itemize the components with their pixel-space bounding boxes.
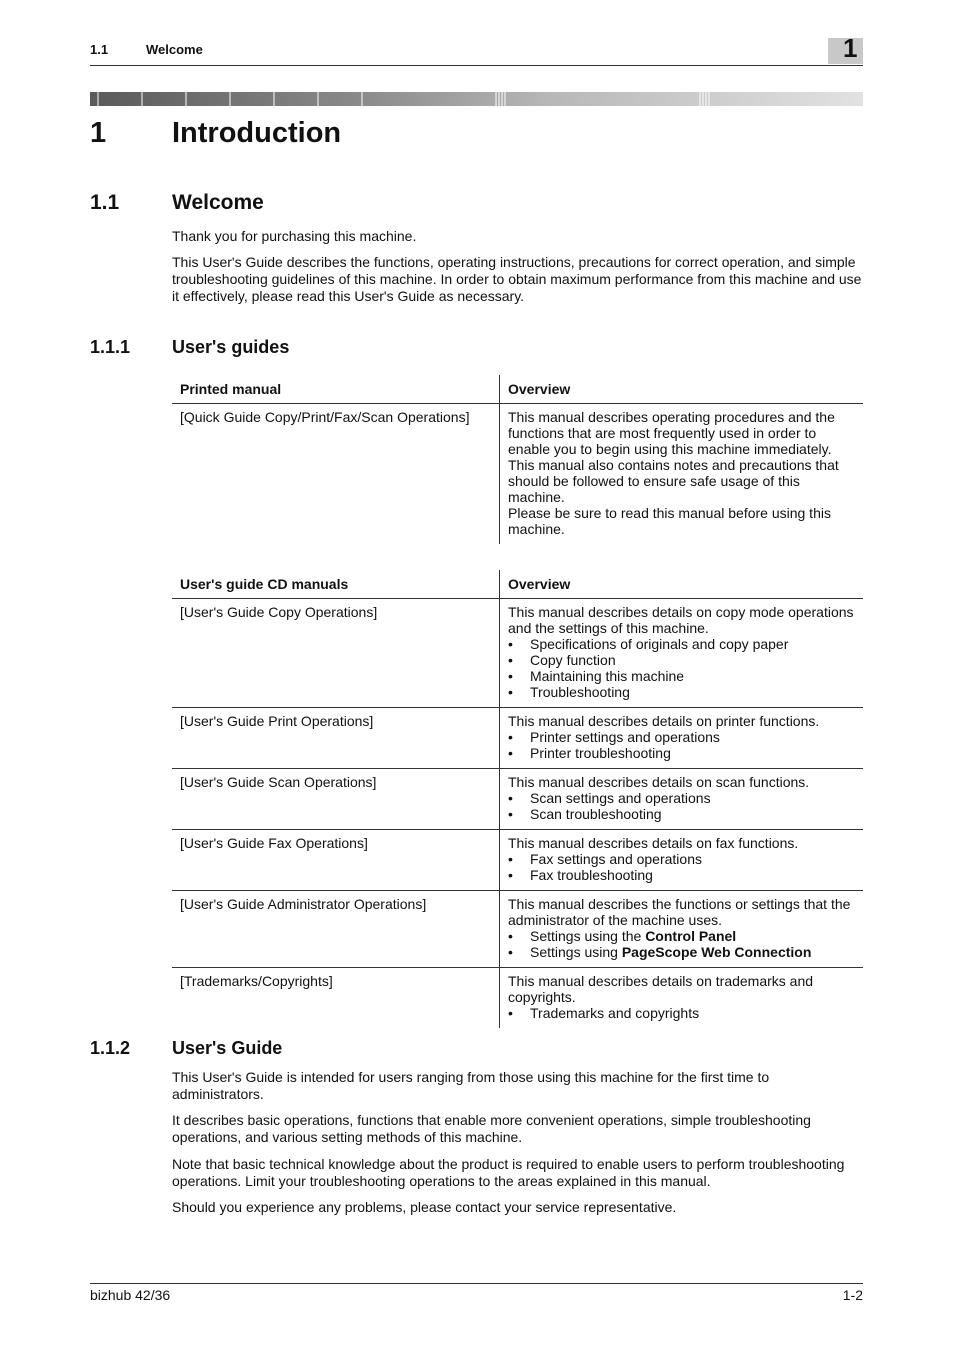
guide-paragraph: This User's Guide is intended for users ranging from those using this machine for the first time to administrators. (172, 1069, 770, 1102)
section-title: Welcome (172, 191, 264, 214)
table-row (172, 769, 863, 830)
printed-manual-table (172, 375, 863, 544)
manual-overview (500, 830, 864, 891)
bullet-list (508, 790, 855, 822)
welcome-paragraph: This User's Guide describes the functions, operating instructions, precautions for correct operation, and simple troubleshooting guidelines of this machine. In order to obtain maximum performance from this machine and use it effectively, please read this User's Guide as necessary. (172, 254, 862, 304)
manual-overview (500, 891, 864, 968)
subsection-number: 1.1.2 (90, 1038, 131, 1058)
section-number: 1.1 (90, 191, 120, 214)
bullet-item: • Trademarks and copyrights (508, 1005, 855, 1021)
bullet-item: • Fax troubleshooting (508, 867, 855, 883)
ui-term: PageScope Web Connection (621, 944, 812, 960)
bullet-list (508, 928, 855, 960)
table-row (172, 891, 863, 968)
manual-name: [Quick Guide Copy/Print/Fax/Scan Operations] (180, 409, 470, 425)
bullet-item: • Maintaining this machine (508, 668, 855, 684)
header-rule (90, 65, 863, 66)
overview-description: This manual describes details on printer functions. (508, 713, 820, 729)
bullet-list (508, 636, 855, 700)
table-row (172, 708, 863, 769)
manual-name: [Trademarks/Copyrights] (180, 973, 333, 989)
overview-description: This manual describes details on trademarks and copyrights. (508, 973, 814, 1005)
manual-overview (500, 708, 864, 769)
manual-name: [User's Guide Print Operations] (172, 708, 500, 769)
bullet-text: Settings using the (530, 928, 646, 944)
overview-line: This manual describes operating procedures and the functions that are most frequently used in order to enable you to begin using this machine immediately. (508, 409, 835, 457)
overview-description: This manual describes details on fax functions. (508, 835, 799, 851)
guide-paragraph: Should you experience any problems, please contact your service representative. (172, 1199, 677, 1215)
table-row (172, 599, 863, 708)
decorative-band (90, 92, 863, 106)
cd-manuals-table (172, 570, 863, 1028)
subsection-number: 1.1.1 (90, 337, 131, 357)
column-header: Overview (500, 570, 864, 599)
bullet-item (508, 944, 855, 960)
manual-overview (500, 404, 864, 545)
bullet-item: • Printer troubleshooting (508, 745, 855, 761)
column-header: Printed manual (172, 375, 500, 404)
chapter-number: 1 (90, 117, 107, 149)
subsection-title: User's guides (172, 337, 290, 357)
table-header-row (172, 570, 863, 599)
bullet-text: Settings using (530, 944, 622, 960)
bullet-item: • Printer settings and operations (508, 729, 855, 745)
welcome-paragraph: Thank you for purchasing this machine. (172, 228, 417, 244)
running-header-section-title: Welcome (146, 42, 203, 57)
manual-overview (500, 599, 864, 708)
column-header: Overview (500, 375, 864, 404)
footer-model: bizhub 42/36 (90, 1287, 171, 1303)
subsection-title: User's Guide (172, 1038, 283, 1058)
ui-term: Control Panel (645, 928, 737, 944)
table-row (172, 968, 863, 1029)
table-row (172, 404, 863, 545)
footer-page-number: 1-2 (842, 1287, 863, 1303)
manual-overview (500, 968, 864, 1029)
overview-line: This manual also contains notes and precautions that should be followed to ensure safe usage of this machine. (508, 457, 839, 505)
bullet-item: • Troubleshooting (508, 684, 855, 700)
manual-name: [User's Guide Scan Operations] (172, 769, 500, 830)
manual-name: [User's Guide Fax Operations] (172, 830, 500, 891)
chapter-tab-number: 1 (843, 33, 858, 63)
table-header-row (172, 375, 863, 404)
guide-paragraph: It describes basic operations, functions that enable more convenient operations, simple troubleshooting operations, and various setting methods of this machine. (172, 1112, 811, 1145)
table-row (172, 830, 863, 891)
running-header-section-number: 1.1 (90, 42, 109, 57)
manual-name: [User's Guide Administrator Operations] (172, 891, 500, 968)
bullet-list (508, 1005, 855, 1021)
overview-description: This manual describes details on copy mode operations and the settings of this machine. (508, 604, 854, 636)
manual-name: [User's Guide Copy Operations] (172, 599, 500, 708)
bullet-item: • Specifications of originals and copy paper (508, 636, 855, 652)
bullet-list (508, 851, 855, 883)
overview-line: Please be sure to read this manual before using this machine. (508, 505, 831, 537)
bullet-item: • Scan troubleshooting (508, 806, 855, 822)
bullet-item: • Copy function (508, 652, 855, 668)
overview-description: This manual describes details on scan functions. (508, 774, 810, 790)
bullet-list (508, 729, 855, 761)
bullet-item: • Scan settings and operations (508, 790, 855, 806)
overview-description: This manual describes the functions or settings that the administrator of the machine uses. (508, 896, 851, 928)
guide-paragraph: Note that basic technical knowledge about the product is required to enable users to perform troubleshooting operations. Limit your troubleshooting operations to the areas explained in this manual. (172, 1156, 845, 1189)
chapter-title: Introduction (172, 117, 342, 149)
manual-overview (500, 769, 864, 830)
bullet-item: • Fax settings and operations (508, 851, 855, 867)
footer-rule (90, 1283, 863, 1284)
column-header: User's guide CD manuals (172, 570, 500, 599)
bullet-item (508, 928, 855, 944)
